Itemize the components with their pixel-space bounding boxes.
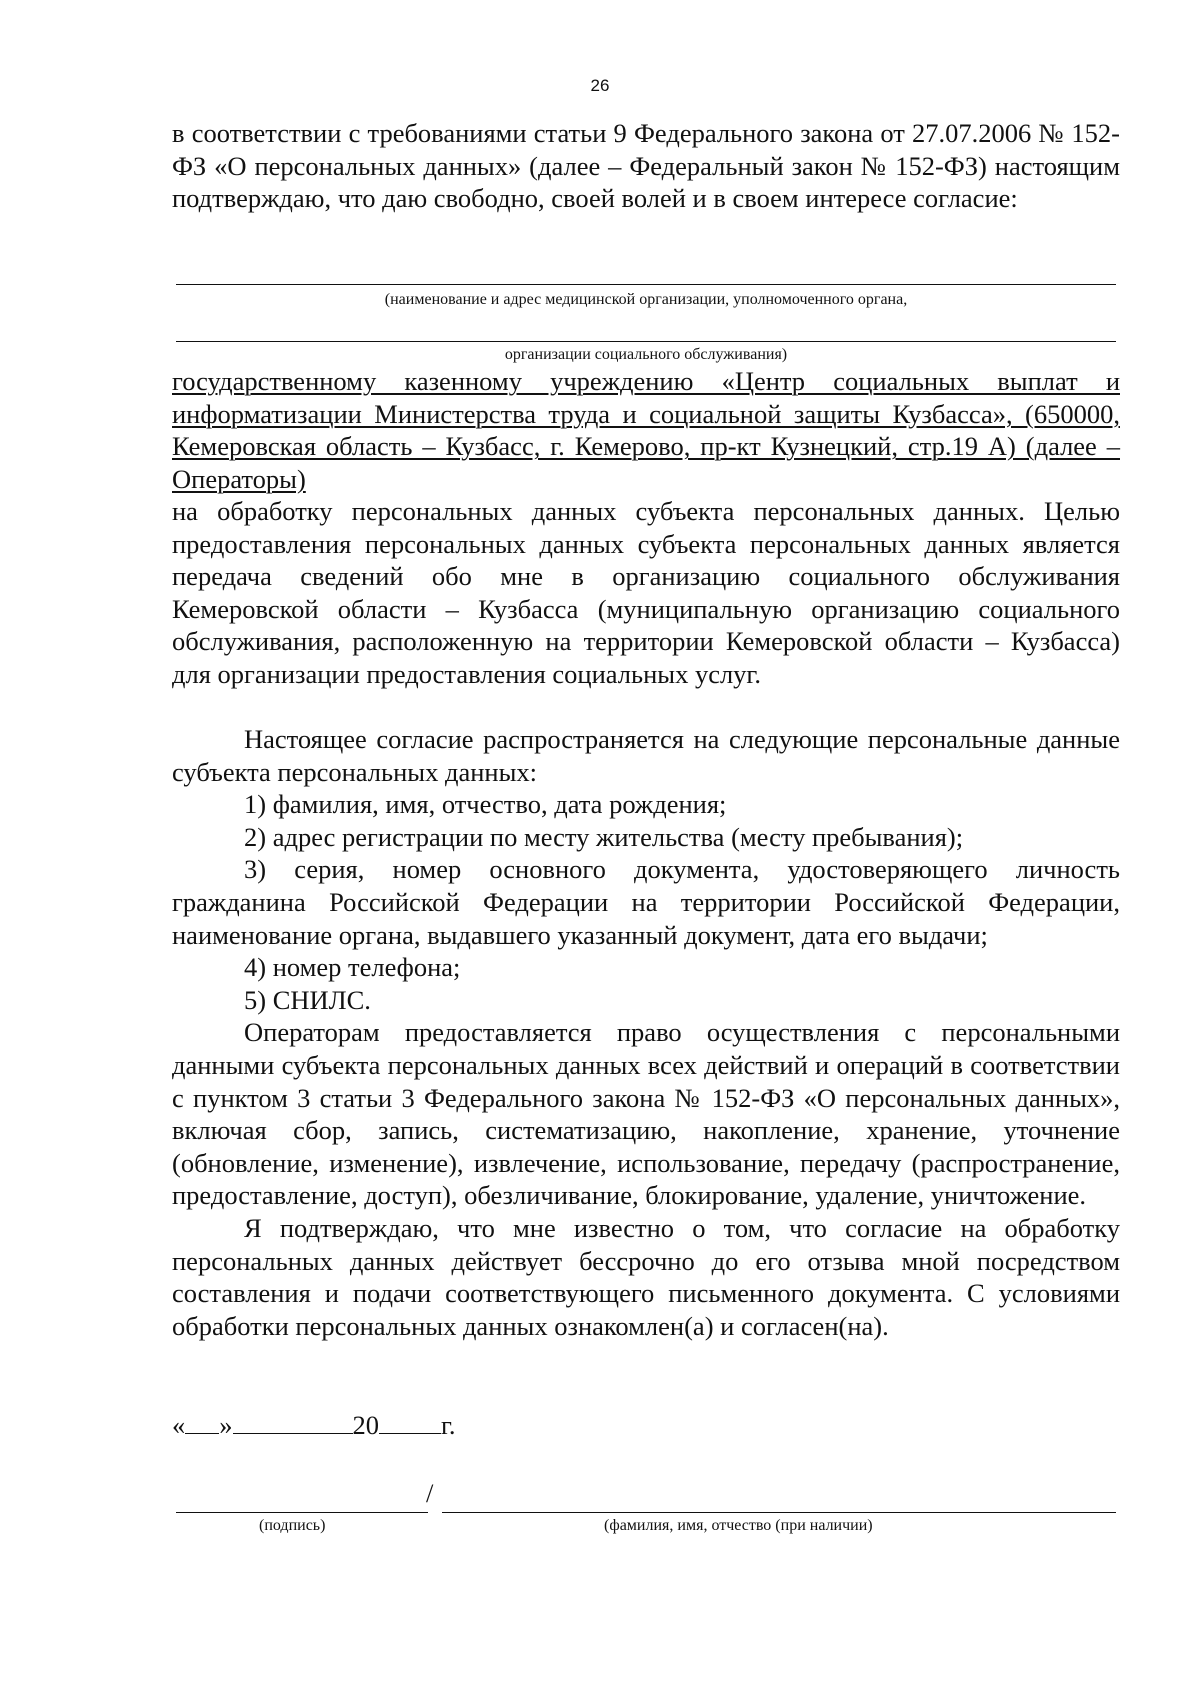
signature-caption: (подпись): [259, 1517, 326, 1534]
purpose-paragraph: [172, 495, 1120, 691]
list-item: 2) адрес регистрации по месту жительства (месту пребывания);: [244, 821, 964, 852]
list-item: 5) СНИЛС.: [244, 984, 371, 1015]
rights-paragraph: Операторам предоставляется право осуществления с персональными данными субъекта персональных данных всех действий и операций в соответствии с пунктом 3 статьи 3 Федерального закона № 152-ФЗ «О персональных данных», включая сбор, запись, систематизацию, накопление, хранение, уточнение (обновление, изменение), извлечение, использование, передачу (распространение, предоставление, доступ), обезличивание, блокирование, удаление, уничтожение.: [172, 1017, 1120, 1211]
operator-text: государственному казенному учреждению «Центр социальных выплат и информатизации Министерства труда и социальной защиты Кузбасса», (650000, Кемеровская область – Кузбасс, г. Кемерово, пр-кт Кузнецкий, стр.19 А) (далее – Операторы): [172, 366, 1120, 494]
list-item: 1) фамилия, имя, отчество, дата рождения;: [244, 789, 727, 820]
intro-paragraph: [172, 117, 1120, 215]
scope-section: [172, 723, 1120, 1342]
year-suffix: г.: [441, 1410, 456, 1440]
list-item: 3) серия, номер основного документа, удостоверяющего личность гражданина Российской Федерации на территории Российской Федерации, наименование органа, выдавшего указанный документ, дата его выдачи;: [172, 854, 1120, 950]
year-prefix: 20: [352, 1410, 379, 1440]
year-field[interactable]: [379, 1409, 441, 1434]
scope-intro: Настоящее согласие распространяется на следующие персональные данные субъекта персональных данных:: [172, 724, 1120, 787]
full-name-caption: (фамилия, имя, отчество (при наличии): [604, 1517, 873, 1534]
confirm-paragraph: Я подтверждаю, что мне известно о том, что согласие на обработку персональных данных действует бессрочно до его отзыва мной посредством составления и подачи соответствующего письменного документа. С условиями обработки персональных данных ознакомлен(а) и согласен(на).: [172, 1212, 1120, 1341]
date-line: [172, 1409, 456, 1441]
org-name-line-2[interactable]: [176, 341, 1116, 342]
full-name-field[interactable]: [442, 1512, 1116, 1513]
date-close-quote: »: [219, 1410, 233, 1440]
purpose-text: на обработку персональных данных субъекта персональных данных. Целью предоставления персональных данных субъекта персональных данных является передача сведений обо мне в организацию социального обслуживания Кемеровской области – Кузбасса (муниципальную организацию социального обслуживания, расположенную на территории Кемеровской области – Кузбасса) для организации предоставления социальных услуг.: [172, 496, 1120, 689]
page-number: 26: [590, 76, 610, 95]
org-name-line-1[interactable]: [176, 284, 1116, 285]
date-open-quote: «: [172, 1410, 186, 1440]
signature-separator: /: [426, 1478, 434, 1508]
operator-paragraph: [172, 365, 1120, 495]
list-item: 4) номер телефона;: [244, 952, 461, 983]
org-caption-2: организации социального обслуживания): [504, 346, 788, 363]
intro-text: в соответствии с требованиями статьи 9 Федерального закона от 27.07.2006 № 152-ФЗ «О персональных данных» (далее – Федеральный закон № 152-ФЗ) настоящим подтверждаю, что даю свободно, своей волей и в своем интересе согласие:: [172, 118, 1120, 214]
month-field[interactable]: [233, 1409, 353, 1434]
day-field[interactable]: [185, 1409, 219, 1434]
org-caption-1: (наименование и адрес медицинской организации, уполномоченного органа,: [384, 291, 908, 308]
signature-field[interactable]: [176, 1512, 428, 1513]
